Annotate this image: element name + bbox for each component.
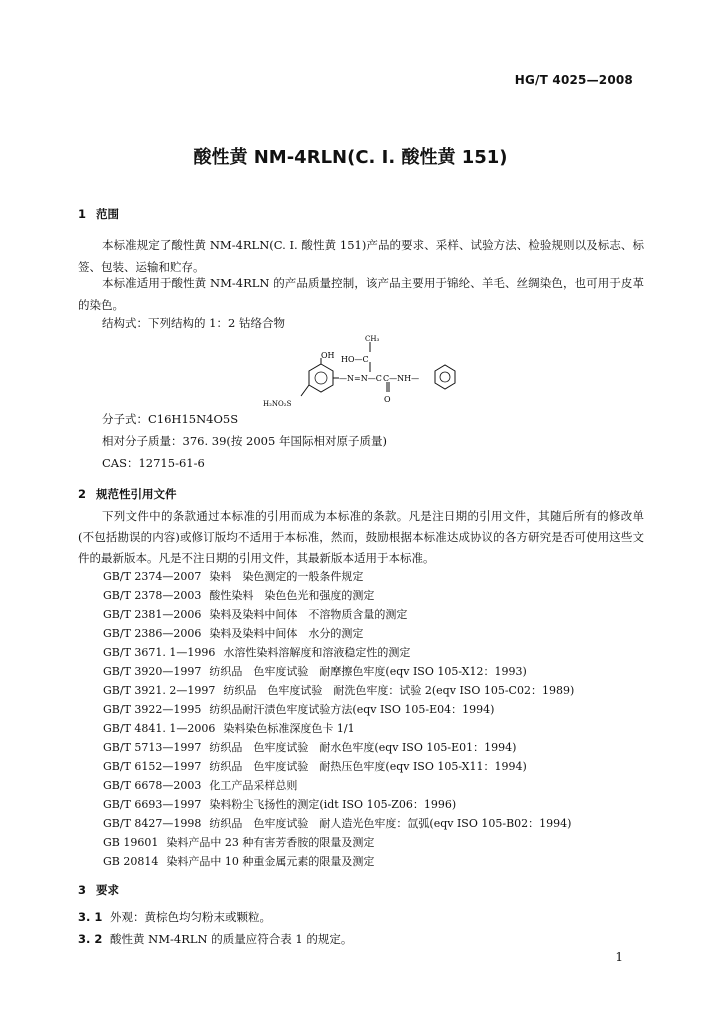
reference-title: 染料产品中 10 种重金属元素的限量及测定 — [166, 855, 375, 868]
requirement-number: 3. 2 — [78, 932, 103, 946]
reference-title: 化工产品采样总则 — [209, 779, 298, 792]
section-3-heading — [78, 882, 119, 898]
amide-label: C—NH— — [383, 374, 420, 383]
section-1-title: 范围 — [96, 207, 119, 221]
molecular-formula-prefix: 分子式： — [102, 412, 148, 426]
reference-title: 染料及染料中间体 水分的测定 — [209, 627, 364, 640]
reference-title: 纺织品 色牢度试验 耐摩擦色牢度(eqv ISO 105-X12：1993) — [209, 665, 527, 678]
section-1-applicability-paragraph: 本标准适用于酸性黄 NM-4RLN 的产品质量控制，该产品主要用于锦纶、羊毛、丝绸染色，也可用于皮革的染色。 — [78, 276, 644, 312]
reference-item — [103, 644, 410, 660]
reference-item — [103, 815, 571, 831]
reference-code: GB/T 2386—2006 — [103, 627, 202, 640]
reference-title: 染料粉尘飞扬性的测定(idt ISO 105-Z06：1996) — [209, 798, 457, 811]
cas-number: CAS：12715-61-6 — [102, 456, 205, 470]
methyl-label: CH₃ — [365, 335, 380, 343]
molar-mass: 相对分子质量：376. 39(按 2005 年国际相对原子质量) — [102, 434, 387, 448]
reference-title: 纺织品 色牢度试验 耐人造光色牢度：氙弧(eqv ISO 105-B02：1994) — [209, 817, 572, 830]
reference-code: GB/T 8427—1998 — [103, 817, 202, 830]
hydroxy-carbon-label: HO—C — [341, 355, 369, 364]
reference-code: GB/T 6152—1997 — [103, 760, 202, 773]
reference-item — [103, 625, 363, 641]
reference-code: GB/T 6678—2003 — [103, 779, 202, 792]
structural-formula-diagram — [255, 332, 465, 412]
reference-title: 纺织品 色牢度试验 耐水色牢度(eqv ISO 105-E01：1994) — [209, 741, 517, 754]
reference-item — [103, 682, 574, 698]
reference-item — [103, 663, 527, 679]
section-2-title: 规范性引用文件 — [96, 487, 177, 501]
requirement-item — [78, 906, 271, 928]
section-1-number: 1 — [78, 207, 87, 221]
reference-item — [103, 568, 363, 584]
reference-code: GB/T 2374—2007 — [103, 570, 202, 583]
reference-item — [103, 853, 374, 869]
requirement-number: 3. 1 — [78, 910, 103, 924]
document-title: 酸性黄 NM-4RLN(C. I. 酸性黄 151) — [193, 147, 508, 168]
reference-code: GB/T 3921. 2—1997 — [103, 684, 216, 697]
reference-title: 染料染色标准深度色卡 1/1 — [223, 722, 355, 735]
left-benzene-ring — [309, 364, 333, 392]
requirement-text: 酸性黄 NM-4RLN 的质量应符合表 1 的规定。 — [110, 932, 353, 946]
requirement-item — [78, 928, 352, 950]
section-2-paragraph: 下列文件中的条款通过本标准的引用而成为本标准的条款。凡是注日期的引用文件，其随后所有的修改单(不包括勘误的内容)或修订版均不适用于本标准，然而，鼓励根据本标准达成协议的各方研究是否可使用这些文件的最新版本。凡是不注日期的引用文件，其最新版本适用于本标准。 — [78, 509, 644, 565]
right-ring-aromatic-circle — [440, 372, 450, 382]
structure-formula-label: 结构式：下列结构的 1：2 钴络合物 — [102, 316, 285, 330]
reference-title: 水溶性染料溶解度和溶液稳定性的测定 — [223, 646, 411, 659]
reference-title: 纺织品 色牢度试验 耐洗色牢度：试验 2(eqv ISO 105-C02：1989) — [223, 684, 575, 697]
section-1-heading — [78, 206, 119, 222]
sulfonamide-label: H₂NO₂S — [263, 400, 292, 408]
reference-code: GB/T 5713—1997 — [103, 741, 202, 754]
reference-item — [103, 720, 355, 736]
reference-title: 染料及染料中间体 不溶物质含量的测定 — [209, 608, 408, 621]
molecular-formula — [102, 408, 238, 430]
reference-title: 染料 染色测定的一般条件规定 — [209, 570, 364, 583]
molecular-formula-value: C16H15N4O5S — [148, 412, 239, 426]
reference-code: GB/T 3922—1995 — [103, 703, 202, 716]
reference-item — [103, 834, 374, 850]
reference-code: GB/T 4841. 1—2006 — [103, 722, 216, 735]
requirement-text: 外观：黄棕色均匀粉末或颗粒。 — [110, 910, 271, 924]
reference-item — [103, 758, 527, 774]
standard-code: HG/T 4025—2008 — [514, 73, 633, 87]
reference-code: GB/T 3920—1997 — [103, 665, 202, 678]
reference-item — [103, 606, 407, 622]
reference-title: 纺织品 色牢度试验 耐热压色牢度(eqv ISO 105-X11：1994) — [209, 760, 527, 773]
right-benzene-ring — [435, 365, 455, 389]
left-ring-aromatic-circle — [315, 372, 327, 384]
sulfonamide-bond — [301, 385, 309, 396]
oxygen-label: O — [384, 395, 391, 404]
reference-title: 酸性染料 染色色光和强度的测定 — [209, 589, 375, 602]
hydroxyl-label: OH — [321, 351, 335, 360]
reference-code: GB/T 2381—2006 — [103, 608, 202, 621]
reference-item — [103, 796, 456, 812]
section-2-heading — [78, 486, 177, 502]
reference-title: 染料产品中 23 种有害芳香胺的限量及测定 — [166, 836, 375, 849]
section-3-title: 要求 — [96, 883, 119, 897]
reference-code: GB/T 3671. 1—1996 — [103, 646, 216, 659]
reference-item — [103, 777, 297, 793]
reference-code: GB/T 2378—2003 — [103, 589, 202, 602]
page-number: 1 — [615, 950, 623, 964]
section-3-number: 3 — [78, 883, 87, 897]
section-2-number: 2 — [78, 487, 87, 501]
reference-item — [103, 587, 374, 603]
reference-title: 纺织品耐汗渍色牢度试验方法(eqv ISO 105-E04：1994) — [209, 703, 495, 716]
reference-item — [103, 739, 516, 755]
reference-code: GB 20814 — [103, 855, 159, 868]
azo-label: —N=N—C — [339, 374, 382, 383]
reference-code: GB 19601 — [103, 836, 159, 849]
reference-item — [103, 701, 494, 717]
reference-code: GB/T 6693—1997 — [103, 798, 202, 811]
section-1-scope-paragraph: 本标准规定了酸性黄 NM-4RLN(C. I. 酸性黄 151)产品的要求、采样、试验方法、检验规则以及标志、标签、包装、运输和贮存。 — [78, 238, 644, 274]
